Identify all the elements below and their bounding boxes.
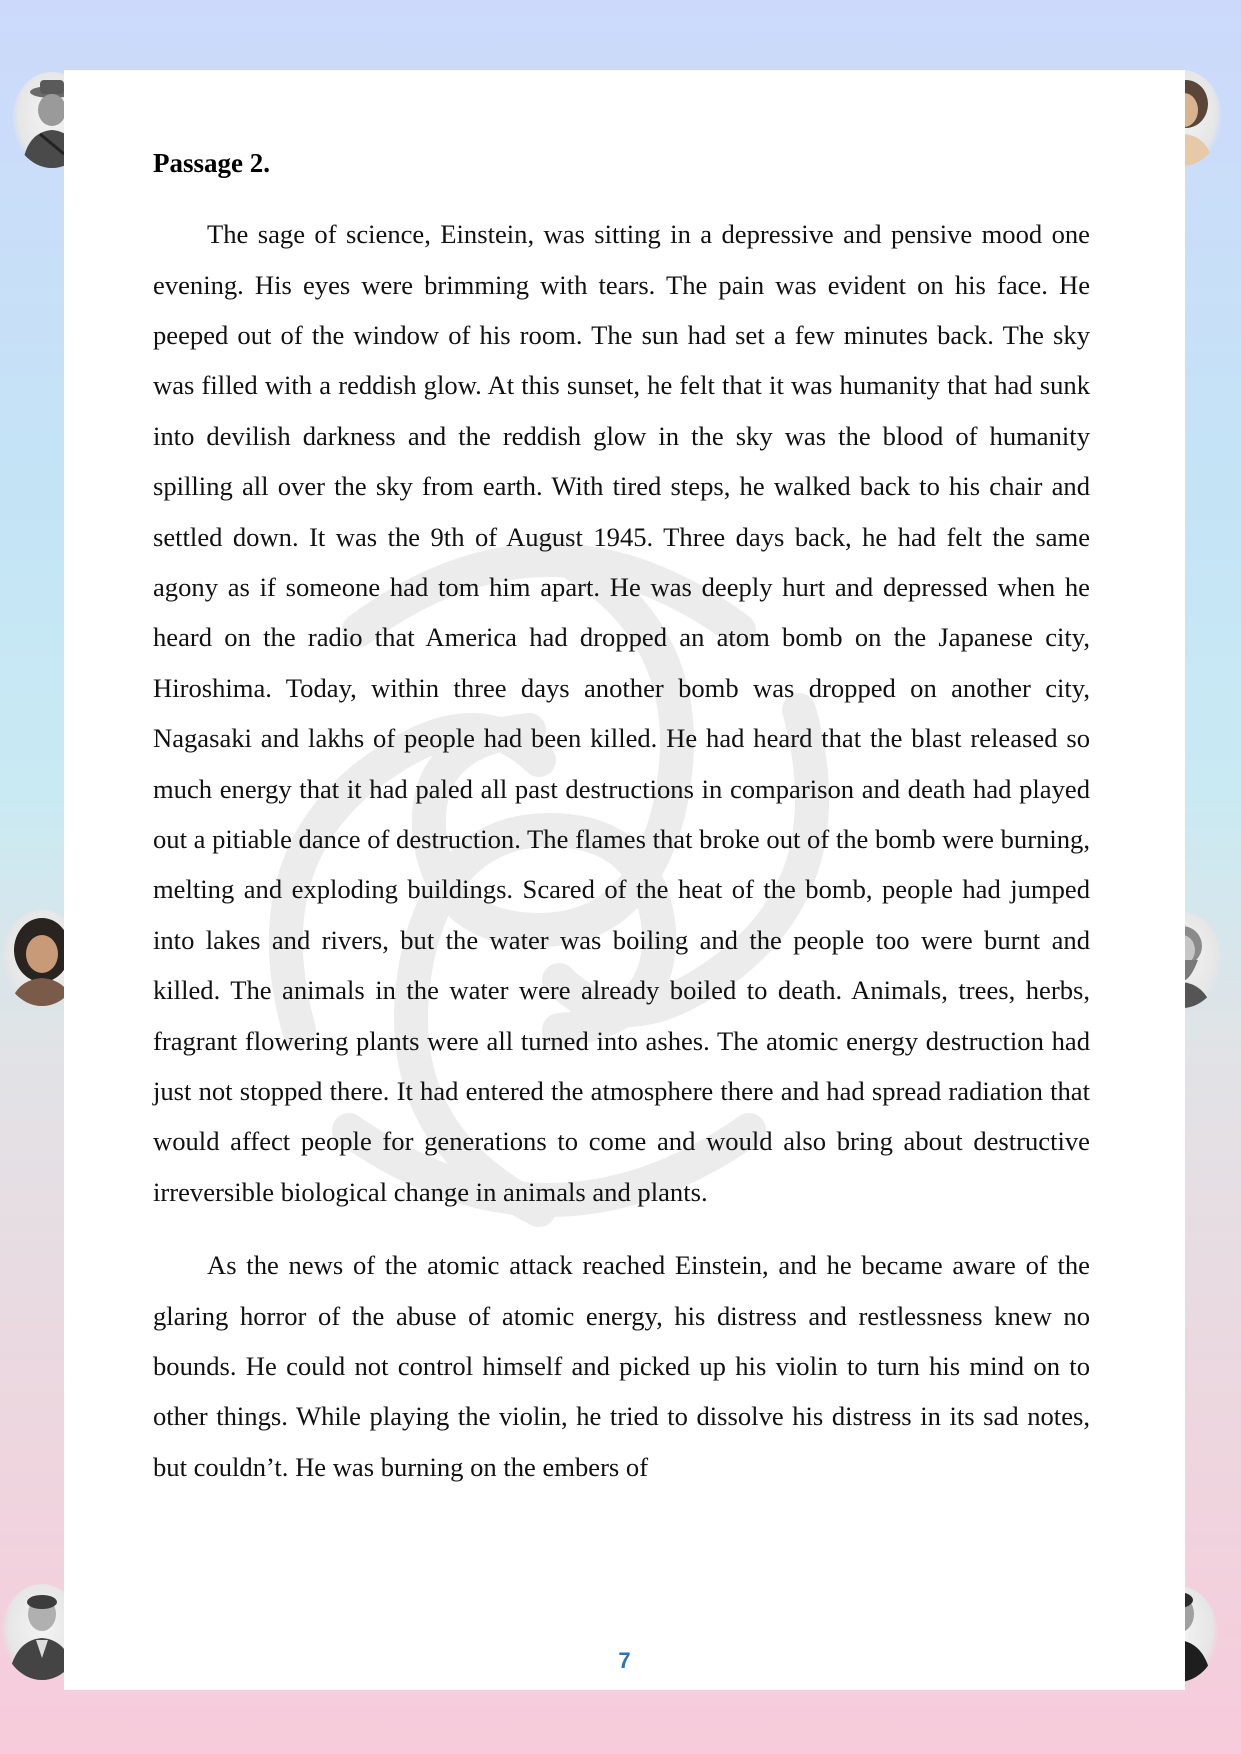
passage-heading: Passage 2.: [153, 148, 270, 178]
paragraph-1: The sage of science, Einstein, was sitting in a depressive and pensive mood one evening. His eyes were brimming with tears. The pain was evident on his face. He peeped out of the window of his room. The sun had set a few minutes back. The sky was filled with a reddish glow. At this sunset, he felt that it was humanity that had sunk into devilish darkness and the reddish glow in the sky was the blood of humanity spilling all over the sky from earth. With tired steps, he walked back to his chair and settled down. It was the 9th of August 1945. Three days back, he had felt the same agony as if someone had tom him apart. He was deeply hurt and depressed when he heard on the radio that America had dropped an atom bomb on the Japanese city, Hiroshima. Today, within three days another bomb was dropped on another city, Nagasaki and lakhs of people had been killed. He had heard that the blast released so much energy that it had paled all past destructions in comparison and death had played out a pitiable dance of destruction. The flames that broke out of the bomb were burning, melting and exploding buildings. Scared of the heat of the bomb, people had jumped into lakes and rivers, but the water was boiling and the people too were burnt and killed. The animals in the water were already boiled to death. Animals, trees, herbs, fragrant flowering plants were all turned into ashes. The atomic energy destruction had just not stopped there. It had entered the atmosphere there and had spread radiation that would affect people for generations to come and would also bring about destructive irreversible biological change in animals and plants.: [153, 219, 1090, 1207]
document-page: [64, 70, 1185, 1690]
page-number: 7: [618, 1648, 631, 1673]
passage-content: [153, 146, 1090, 1515]
paragraph-2: As the news of the atomic attack reached Einstein, and he became aware of the glaring horror of the abuse of atomic energy, his distress and restlessness knew no bounds. He could not control himself and picked up his violin to turn his mind on to other things. While playing the violin, he tried to dissolve his distress in its sad notes, but couldn’t. He was burning on the embers of: [153, 1250, 1090, 1482]
